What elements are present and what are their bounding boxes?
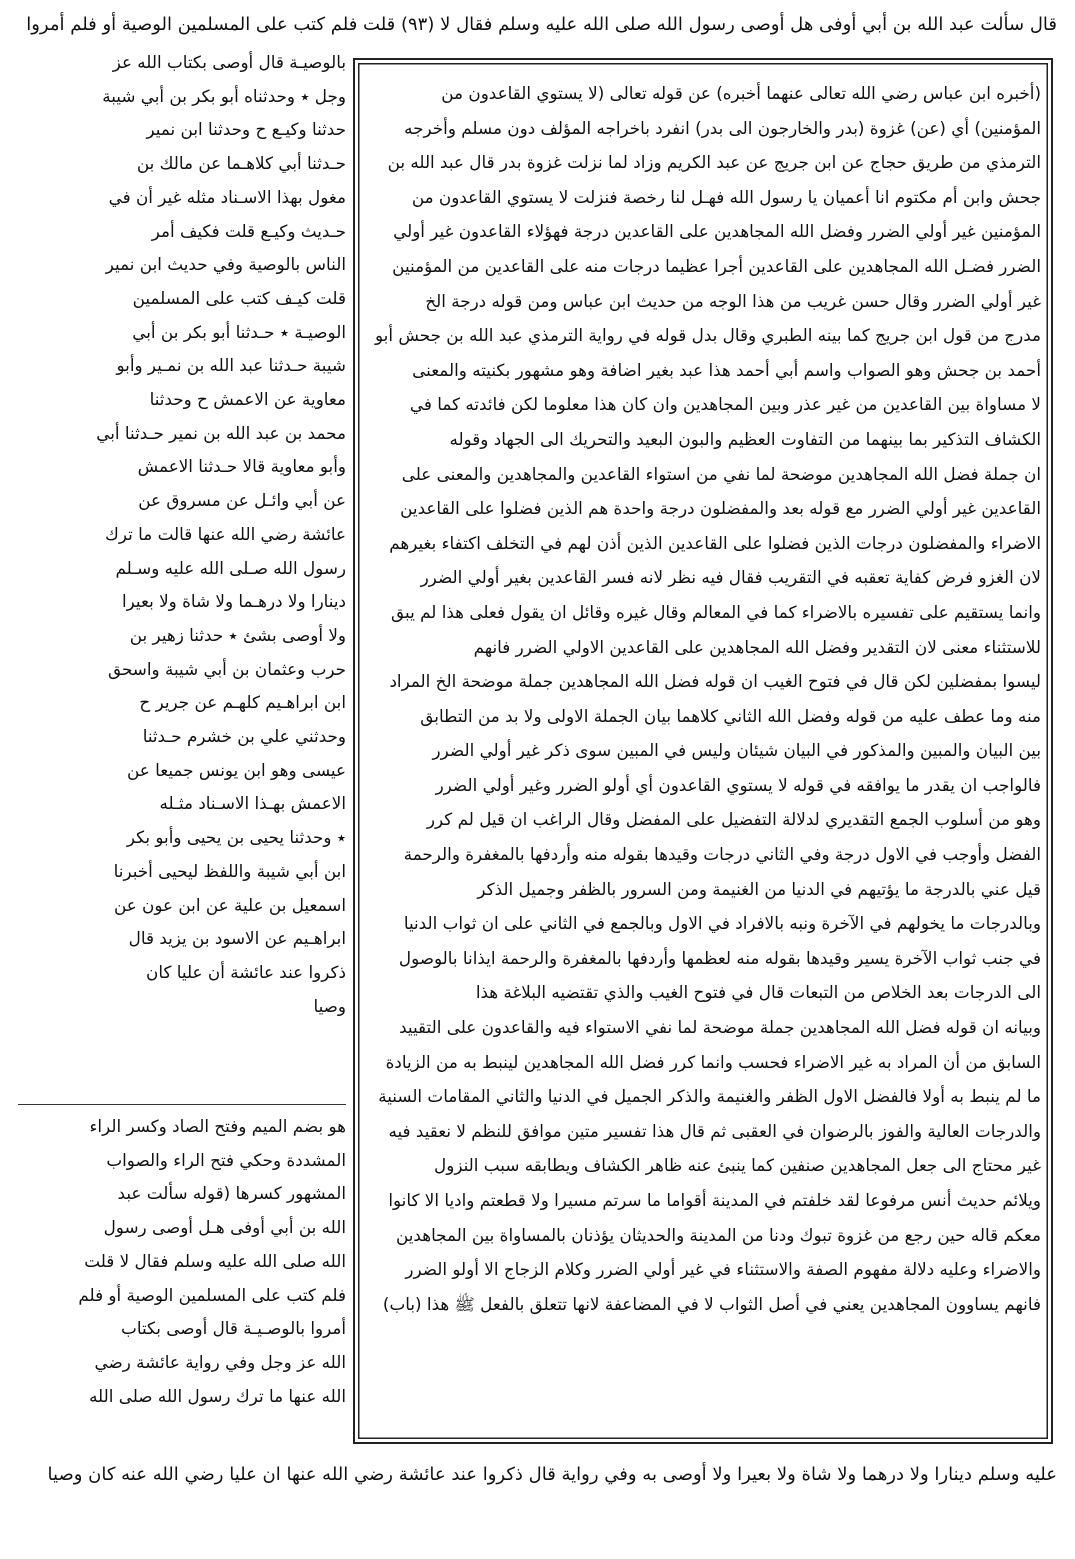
commentary-line: الى الدرجات بعد الخلاص من التبعات قال في فتوح الغيب والذي تقتضيه البلاغة هذا — [475, 982, 1041, 1003]
commentary-frame — [353, 58, 1053, 1444]
hadith-text-column — [18, 46, 346, 1101]
commentary-line: لا مساواة بين القاعدين من غير عذر وبين المجاهدين وان كان هذا معلوما لكن فائدته كما في — [409, 394, 1041, 415]
hadith-line: حرب وعثمان بن أبي شيبة واسحق — [107, 658, 346, 679]
hadith-line: ابراهـيم عن الاسود بن يزيد قال — [128, 928, 346, 949]
commentary-note-line: فلم كتب على المسلمين الوصية أو فلم — [78, 1284, 346, 1305]
commentary-line: والدرجات العالية والفوز بالرضوان في العقبى ثم قال هذا تفسير متين موافق للنظم لا نعقيد فيه — [388, 1120, 1041, 1141]
hadith-line: عن أبي وائـل عن مسروق عن — [138, 490, 346, 511]
hadith-line: ولا أوصى بشئ ٭ حدثنا زهير بن — [129, 624, 346, 645]
commentary-line: فالواجب ان يقدر ما يوافقه في قوله لا يستوي القاعدون أي أولو الضرر وغير أولي الضرر — [435, 774, 1041, 795]
commentary-line: الترمذي من طريق حجاج عن ابن جريج عن عبد الكريم وزاد لما نزلت غزوة بدر قال عبد الله بن — [387, 152, 1041, 173]
commentary-line: غير أولي الضرر وقال حسن غريب من هذا الوجه من حديث ابن عباس ومن قوله درجة الخ — [425, 290, 1041, 311]
commentary-line: الضرر فضـل الله المجاهدين على القاعدين أجرا عظيما درجات منه على القاعدين من المؤمنين — [392, 255, 1041, 276]
hadith-line: ذكروا عند عائشة أن عليا كان — [146, 961, 346, 982]
hadith-line: الناس بالوصية وفي حديث ابن نمير — [105, 254, 346, 275]
page-header-line: قال سألت عبد الله بن أبي أوفى هل أوصى رسول الله صلى الله عليه وسلم فقال لا (٩٣) قلت فلم كتب على المسلمين الوصية أو فلم أمروا — [26, 14, 1057, 35]
commentary-line: المؤمنين غير أولي الضرر وفضل الله المجاهدين على القاعدين درجة فهؤلاء القاعدون غير أولي — [393, 221, 1041, 242]
commentary-line: قيل عني بالدرجة ما يؤتيهم في الدنيا من الغنيمة ومن السرور بالظفر وجميل الذكر — [477, 878, 1041, 899]
hadith-line: محمد بن عبد الله بن نمير حـدثنا أبي — [96, 422, 346, 443]
hadith-line: وأبو معاوية قالا حـدثنا الاعمش — [137, 456, 346, 477]
commentary-line: معكم قاله حين رجع من غزوة تبوك ودنا من المدينة والحديثان يؤذنان بالمساواة بين المجاهدين — [395, 1224, 1041, 1245]
column-divider — [18, 1104, 346, 1105]
hadith-line: دينارا ولا درهـما ولا شاة ولا بعيرا — [122, 591, 346, 612]
commentary-line: غير محتاج الى جعل المجاهدين صنفين كما ينبئ عنه ظاهر الكشاف ويطابقه سبب النزول — [434, 1155, 1041, 1176]
commentary-line: والاضراء وعليه دلالة مفهوم الصفة والاستثناء في غير أولي الضرر وكلام الزجاج الا أولو الضرر — [405, 1259, 1041, 1280]
commentary-line: لان الغزو فرض كفاية تعقبه في التقريب فقال فيه نظر لانه فسر القاعدين بغير أولي الضرر — [420, 567, 1041, 588]
hadith-line: قلت كيـف كتب على المسلمين — [132, 287, 346, 308]
commentary-line: وبيانه ان قوله فضل الله المجاهدين جملة موضحة لما نفي الاستواء فيه والقاعدون على التقييد — [399, 1017, 1041, 1038]
commentary-line: الكشاف التذكير بما بينهما من التفاوت العظيم والبون البعيد والتحريك الى الجهاد وقوله — [449, 428, 1041, 449]
commentary-line: وهو من أسلوب الجمع التقديري لدلالة التفضيل على المفضل وقال الراغب ان قيل لم كرر — [426, 809, 1041, 830]
hadith-line: وجل ٭ وحدثناه أبو بكر بن أبي شيبة — [102, 85, 346, 106]
commentary-note-line: الله عنها ما ترك رسول الله صلى الله — [89, 1385, 346, 1406]
commentary-line: للاستثناء معنى لان التقدير وفضل الله المجاهدين على القاعدين الاولي الضرر فانهم — [473, 636, 1041, 657]
hadith-line: ابن ابراهـيم كلهـم عن جرير ح — [139, 692, 346, 713]
commentary-line: جحش وابن أم مكتوم انا أعميان يا رسول الله فهـل لنا رخصة فنزلت لا يستوي القاعدون من — [411, 186, 1041, 207]
hadith-line: حدثنا وكيـع ح وحدثنا ابن نمير — [146, 119, 346, 140]
commentary-line: ليسوا بمفضلين لكن قال في فتوح الغيب ان قوله فضل الله المجاهدين جملة موضحة الخ المراد — [389, 671, 1041, 692]
hadith-line: عيسى وهو ابن يونس جميعا عن — [127, 759, 346, 780]
commentary-line: (أخبره ابن عباس رضي الله تعالى عنهما أخبره) عن قوله تعالى (لا يستوي القاعدون من — [441, 83, 1041, 103]
hadith-line: حـديث وكيـع قلت فكيف أمر — [151, 220, 346, 241]
commentary-note-line: الله بن أبي أوفى هـل أوصى رسول — [103, 1217, 346, 1238]
commentary-line: أحمد بن جحش وهو الصواب واسم أبي أحمد هذا عبد بغير اضافة وهو مشهور بكنيته والمعنى — [412, 359, 1041, 380]
commentary-note-line: المشهور كسرها (قوله سألت عبد — [117, 1183, 346, 1204]
nawawi-commentary-column — [18, 1110, 346, 1480]
commentary-line: وبالدرجات ما يخولهم في الآخرة ونبه بالافراد في الاول وبالجمع في الثاني على ان ثواب الدنيا — [403, 913, 1041, 934]
hadith-line: عائشة رضي الله عنها قالت ما ترك — [105, 523, 346, 544]
commentary-line: بين البيان والمبين والمذكور في البيان شيئان وليس في المبين سوى ذكر غير أولي الضرر — [432, 740, 1041, 761]
hadith-line: وحدثني علي بن خشرم حـدثنا — [142, 726, 346, 747]
hadith-line: ابن أبي شيبة واللفظ ليحيى أخبرنا — [113, 860, 346, 881]
commentary-line: الاضراء والمفضلون درجات الذين فضلوا على القاعدين الذين أذن لهم في التخلف اكتفاء بغيرهم — [389, 532, 1041, 553]
commentary-line: المؤمنين) أي (عن) غزوة (بدر والخارجون الى بدر) انفرد باخراجه المؤلف دون مسلم وأخرجه — [404, 117, 1041, 138]
commentary-note-line: هو بضم الميم وفتح الصاد وكسر الراء — [89, 1116, 346, 1136]
page-footer-line: عليه وسلم دينارا ولا درهما ولا شاة ولا بعيرا ولا أوصى به وفي رواية قال ذكروا عند عائشة رضي الله عنها ان عليا رضي الله عنه كان وصيا — [47, 1464, 1057, 1485]
commentary-note-line: المشددة وحكي فتح الراء والصواب — [106, 1149, 346, 1170]
commentary-note-line: الله صلى الله عليه وسلم فقال لا قلت — [84, 1250, 346, 1271]
commentary-line: منه وما عطف عليه من قوله وفضل الله الثاني كلاهما بيان الجملة الاولى ولا بد من التطابق — [420, 705, 1041, 726]
hadith-line: الاعمش بهـذا الاسـناد مثـله — [159, 793, 346, 814]
hadith-line: مغول بهذا الاسـناد مثله غير أن في — [108, 186, 346, 207]
commentary-text — [367, 76, 1041, 1432]
commentary-line: القاعدين غير أولي الضرر مع قوله بعد والمفضلون درجة واحدة هم الذين فضلوا على القاعدين — [400, 498, 1041, 519]
hadith-line: الوصيـة ٭ حـدثنا أبو بكر بن أبي — [132, 321, 346, 342]
hadith-line: معاوية عن الاعمش ح وحدثنا — [149, 389, 346, 410]
commentary-line: في جنب ثواب الآخرة يسير وقيدها بقوله منه لعظمها وأردفها بالمغفرة والرحمة ايذانا بالوصول — [398, 947, 1041, 968]
commentary-line: السابق من أن المراد به غير الاضراء فحسب وانما كرر فضل الله المجاهدين لينبط به من الزيادة — [385, 1051, 1041, 1072]
commentary-line: ان جملة فضل الله المجاهدين موضحة لما نفي من استواء القاعدين والمجاهدين والمعنى على — [401, 463, 1041, 484]
hadith-line: رسول الله صـلى الله عليه وسـلم — [115, 557, 346, 578]
commentary-note-line: أمروا بالوصـيـة قال أوصى بكتاب — [121, 1318, 346, 1339]
commentary-line: فانهم يساوون المجاهدين يعني في أصل الثواب لا في المضاعفة لانها تتعلق بالفعل ﷺ هذا (باب) — [382, 1293, 1041, 1314]
hadith-line: وصيا — [313, 995, 346, 1016]
hadith-line: حـدثنا أبي كلاهـما عن مالك بن — [136, 153, 346, 174]
commentary-line: ما لم ينبط به أولا فالفضل الاول الظفر والغنيمة والذكر الجميل في الدنيا والثاني المقامات السنية — [378, 1086, 1041, 1107]
commentary-line: الفضل وأوجب في الاول درجة وفي الثاني درجات وقيدها بقوله منه وأردفها بالمغفرة والرحمة — [403, 844, 1041, 865]
hadith-line: اسمعيل بن علية عن ابن عون عن — [113, 894, 346, 915]
hadith-line: بالوصيـة قال أوصى بكتاب الله عز — [112, 52, 346, 72]
commentary-line: ويلائم حديث أنس مرفوعا لقد خلفتم في المدينة أقواما ما سرتم مسيرا ولا قطعتم واديا الا كانوا — [388, 1190, 1041, 1210]
hadith-line: شيبة حـدثنا عبد الله بن نمـير وأبو — [116, 355, 346, 376]
commentary-line: وانما يستقيم على تفسيره بالاضراء كما في المعالم وقال غيره وقائل ان يقول فعلى هذا لم يبق — [391, 601, 1041, 622]
commentary-note-line: الله عز وجل وفي رواية عائشة رضي — [94, 1351, 346, 1372]
commentary-line: مدرج من قول ابن جريج كما بينه الطبري وقال بدل قوله في رواية الترمذي عبد الله بن جحش أبو — [375, 325, 1041, 346]
hadith-line: ٭ وحدثنا يحيى بن يحيى وأبو بكر — [126, 827, 346, 848]
